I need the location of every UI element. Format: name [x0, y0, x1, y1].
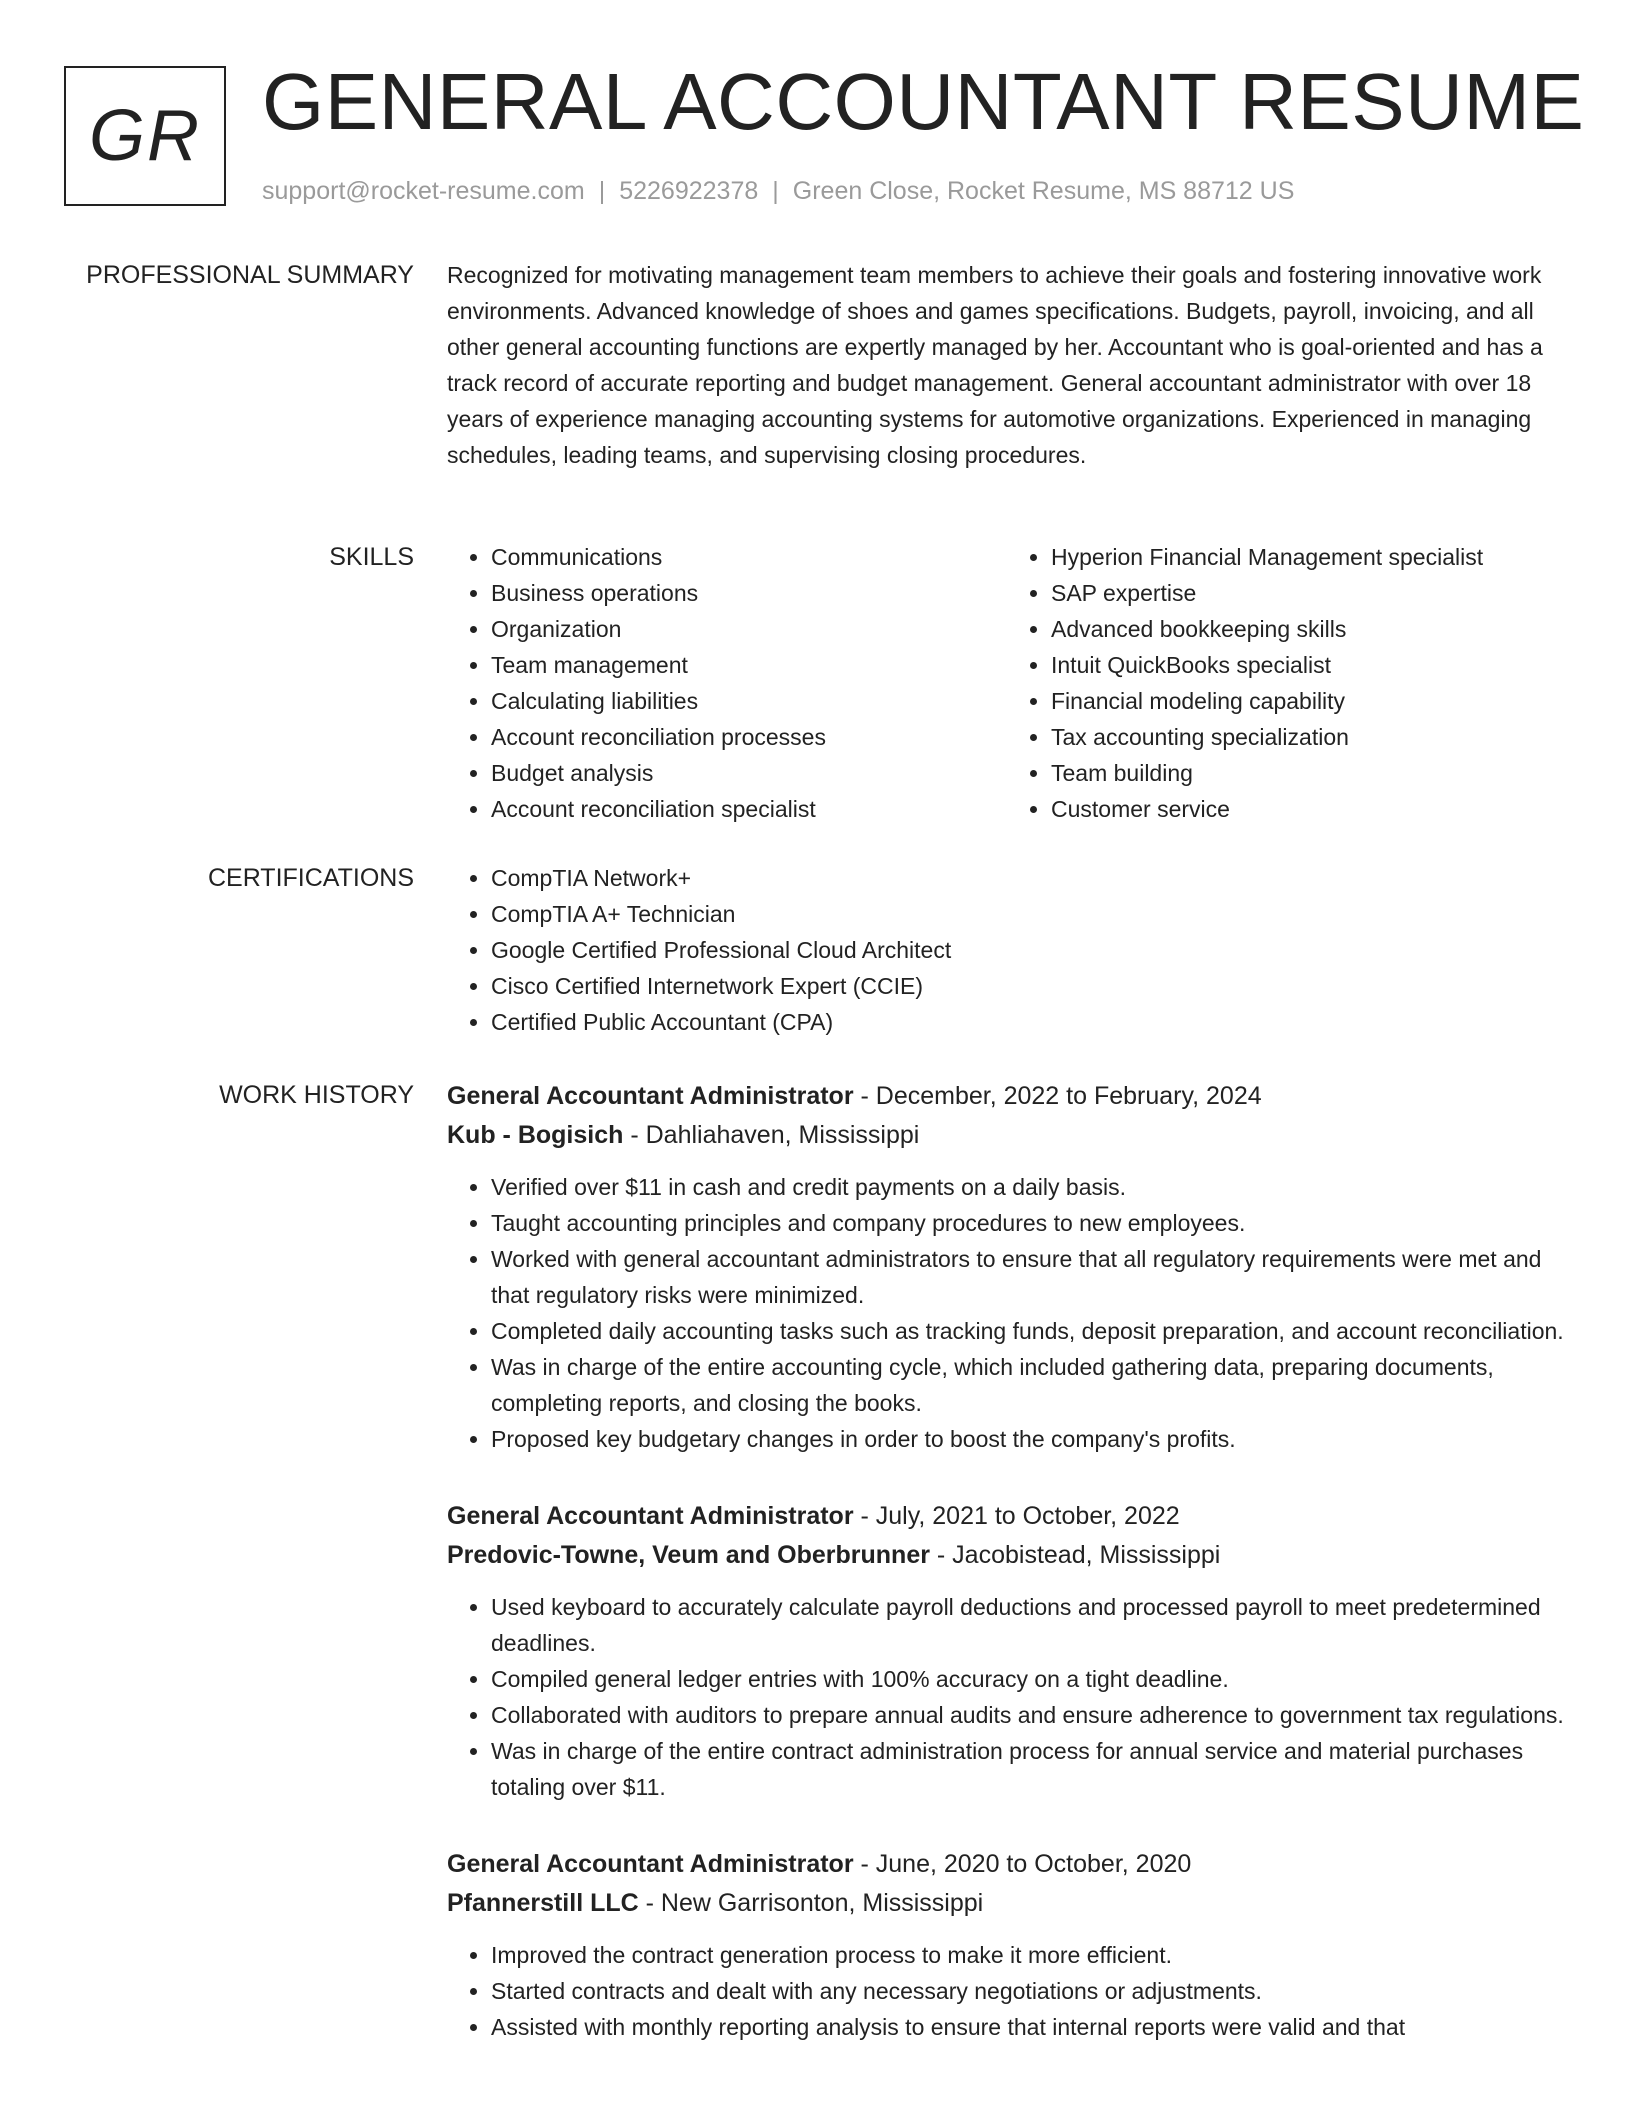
monogram-logo: GR	[64, 66, 226, 206]
job-bullet: • Collaborated with auditors to prepare annual audits and ensure adherence to government tax regulations.	[491, 1697, 1567, 1733]
certification-item: • CompTIA Network+	[491, 860, 1567, 896]
resume-title: GENERAL ACCOUNTANT RESUME	[262, 57, 1585, 146]
job-company-line	[447, 1536, 1567, 1575]
skill-item: • Advanced bookkeeping skills	[1051, 611, 1567, 647]
skill-item: • Account reconciliation specialist	[491, 791, 1007, 827]
skill-item: • Organization	[491, 611, 1007, 647]
section-label-work-history: WORK HISTORY	[219, 1081, 414, 1109]
job-dates: - December, 2022 to February, 2024	[853, 1082, 1262, 1110]
skill-item: • Team management	[491, 647, 1007, 683]
skill-item: • Customer service	[1051, 791, 1567, 827]
section-label-certifications: CERTIFICATIONS	[207, 864, 414, 892]
job-location: - New Garrisonton, Mississippi	[638, 1889, 984, 1917]
job-bullet: • Started contracts and dealt with any necessary negotiations or adjustments.	[491, 1973, 1567, 2009]
job-company: Kub - Bogisich	[447, 1121, 624, 1149]
job-bullet: • Verified over $11 in cash and credit payments on a daily basis.	[491, 1169, 1567, 1205]
contact-line	[262, 174, 1294, 208]
certification-item: • Cisco Certified Internetwork Expert (CCIE)	[491, 968, 1567, 1004]
job-bullets	[447, 1589, 1567, 1805]
skill-item: • SAP expertise	[1051, 575, 1567, 611]
job-entry	[447, 1077, 1567, 1457]
job-bullet: • Proposed key budgetary changes in order to boost the company's profits.	[491, 1421, 1567, 1457]
job-company: Pfannerstill LLC	[447, 1889, 639, 1917]
job-location: - Jacobistead, Mississippi	[929, 1541, 1221, 1569]
job-company-line	[447, 1884, 1567, 1923]
job-bullet: • Used keyboard to accurately calculate payroll deductions and processed payroll to meet predetermined deadlines.	[491, 1589, 1567, 1661]
skill-item: • Account reconciliation processes	[491, 719, 1007, 755]
job-title-line	[447, 1077, 1567, 1116]
job-bullet: • Assisted with monthly reporting analysis to ensure that internal reports were valid and that	[491, 2009, 1567, 2045]
job-dates: - July, 2021 to October, 2022	[853, 1502, 1180, 1530]
skill-item: • Team building	[1051, 755, 1567, 791]
job-bullet: • Worked with general accountant administrators to ensure that all regulatory requirements were met and that regulatory risks were minimized.	[491, 1241, 1567, 1313]
certification-item: • Google Certified Professional Cloud Architect	[491, 932, 1567, 968]
section-label-summary: PROFESSIONAL SUMMARY	[86, 261, 414, 289]
skill-item: • Intuit QuickBooks specialist	[1051, 647, 1567, 683]
job-bullet: • Was in charge of the entire contract administration process for annual service and material purchases totaling over $11.	[491, 1733, 1567, 1805]
job-company: Predovic-Towne, Veum and Oberbrunner	[447, 1541, 930, 1569]
job-bullet: • Taught accounting principles and company procedures to new employees.	[491, 1205, 1567, 1241]
skill-item: • Budget analysis	[491, 755, 1007, 791]
skill-item: • Financial modeling capability	[1051, 683, 1567, 719]
skill-item: • Hyperion Financial Management specialist	[1051, 539, 1567, 575]
skill-item: • Business operations	[491, 575, 1007, 611]
certification-item: • CompTIA A+ Technician	[491, 896, 1567, 932]
job-bullets	[447, 1937, 1567, 2045]
contact-address: Green Close, Rocket Resume, MS 88712 US	[792, 177, 1295, 205]
skill-item: • Calculating liabilities	[491, 683, 1007, 719]
section-label-skills: SKILLS	[329, 543, 414, 571]
job-title-line	[447, 1497, 1567, 1536]
job-title: General Accountant Administrator	[447, 1850, 854, 1878]
contact-separator: |	[598, 177, 606, 205]
job-title: General Accountant Administrator	[447, 1502, 854, 1530]
job-bullet: • Was in charge of the entire accounting cycle, which included gathering data, preparing documents, completing reports, and closing the books.	[491, 1349, 1567, 1421]
job-entry	[447, 1497, 1567, 1805]
certifications-list	[447, 860, 1567, 1040]
contact-phone[interactable]: 5226922378	[619, 177, 759, 205]
job-title: General Accountant Administrator	[447, 1082, 854, 1110]
skills-list-left	[447, 539, 1007, 827]
job-bullets	[447, 1169, 1567, 1457]
job-location: - Dahliahaven, Mississippi	[623, 1121, 920, 1149]
job-bullet: • Improved the contract generation process to make it more efficient.	[491, 1937, 1567, 1973]
skill-item: • Tax accounting specialization	[1051, 719, 1567, 755]
job-dates: - June, 2020 to October, 2020	[853, 1850, 1192, 1878]
job-entry	[447, 1845, 1567, 2045]
job-bullet: • Completed daily accounting tasks such as tracking funds, deposit preparation, and account reconciliation.	[491, 1313, 1567, 1349]
skills-list-right	[1007, 539, 1567, 827]
job-title-line	[447, 1845, 1567, 1884]
summary-text: Recognized for motivating management team members to achieve their goals and fostering innovative work environments. Advanced knowledge of shoes and games specifications. Budgets, payroll, invoicing, and all other general accounting functions are expertly managed by her. Accountant who is goal-oriented and has a track record of accurate reporting and budget management. General accountant administrator with over 18 years of experience managing accounting systems for automotive organizations. Experienced in managing schedules, leading teams, and supervising closing procedures.	[447, 262, 1543, 468]
contact-separator: |	[772, 177, 779, 205]
skill-item: • Communications	[491, 539, 1007, 575]
job-company-line	[447, 1116, 1567, 1155]
contact-email[interactable]: support@rocket-resume.com	[262, 177, 585, 205]
certification-item: • Certified Public Accountant (CPA)	[491, 1004, 1567, 1040]
job-bullet: • Compiled general ledger entries with 100% accuracy on a tight deadline.	[491, 1661, 1567, 1697]
